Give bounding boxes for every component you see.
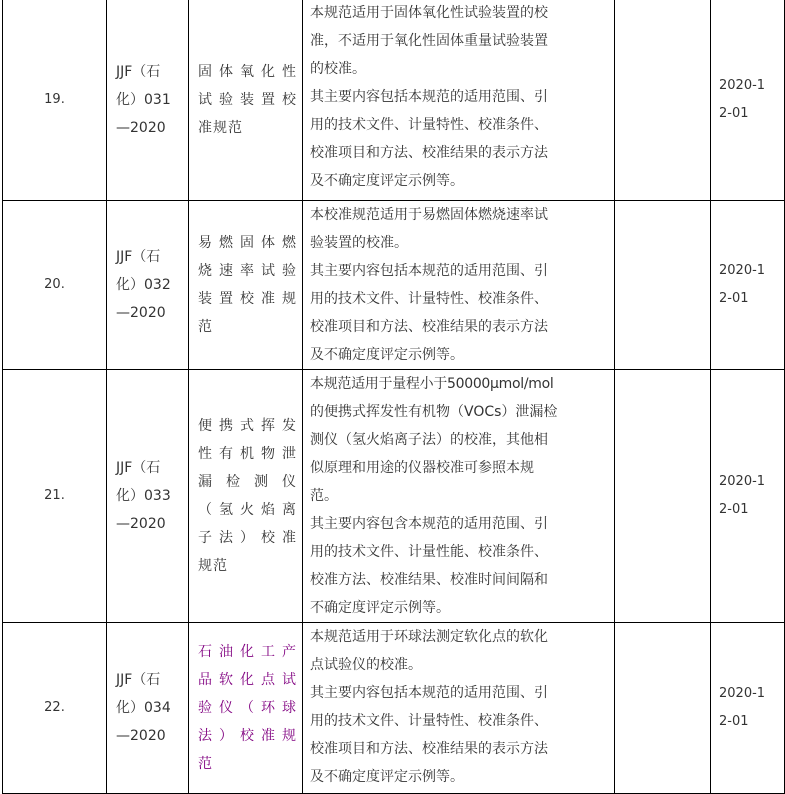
implementation-date: 2020-1 2-01 — [711, 201, 785, 370]
row-number: 21. — [3, 370, 107, 623]
standard-name: 便携式挥发 性有机物泄 漏检测仪 （氢火焰离 子法）校准 规范 — [189, 370, 303, 623]
table-row — [3, 0, 785, 201]
standards-table — [2, 0, 785, 794]
blank-cell — [615, 201, 711, 370]
standard-description: 本规范适用于固体氧化性试验装置的校 准，不适用于氧化性固体重量试验装置 的校准。 其主要内容包括本规范的适用范围、引 用的技术文件、计量特性、校准条件、 校准项目和方法、校准结果的表示方法 及不确定度评定示例等。 — [303, 0, 615, 201]
standard-description: 本校准规范适用于易燃固体燃烧速率试 验装置的校准。 其主要内容包括本规范的适用范围、引 用的技术文件、计量特性、校准条件、 校准项目和方法、校准结果的表示方法 及不确定度评定示例等。 — [303, 201, 615, 370]
standard-description: 本规范适用于环球法测定软化点的软化 点试验仪的校准。 其主要内容包括本规范的适用范围、引 用的技术文件、计量特性、校准条件、 校准项目和方法、校准结果的表示方法 及不确定度评定示例等。 — [303, 623, 615, 794]
standard-name: 易燃固体燃 烧速率试验 装置校准规 范 — [189, 201, 303, 370]
standard-description: 本规范适用于量程小于50000μmol/mol 的便携式挥发性有机物（VOCs）泄漏检 测仪（氢火焰离子法）的校准，其他相 似原理和用途的仪器校准可参照本规 范。 其主要内容包含本规范的适用范围、引 用的技术文件、计量性能、校准条件、 校准方法、校准结果、校准时间间隔和 不确定度评定示例等。 — [303, 370, 615, 623]
blank-cell — [615, 623, 711, 794]
table-row — [3, 623, 785, 794]
row-number: 20. — [3, 201, 107, 370]
implementation-date: 2020-1 2-01 — [711, 623, 785, 794]
blank-cell — [615, 370, 711, 623]
implementation-date: 2020-1 2-01 — [711, 370, 785, 623]
row-number: 22. — [3, 623, 107, 794]
standard-code: JJF（石 化）032 —2020 — [107, 201, 189, 370]
blank-cell — [615, 0, 711, 201]
row-number: 19. — [3, 0, 107, 201]
standard-name: 固体氧化性 试验装置校 准规范 — [189, 0, 303, 201]
standard-code: JJF（石 化）034 —2020 — [107, 623, 189, 794]
standard-code: JJF（石 化）031 —2020 — [107, 0, 189, 201]
standard-code: JJF（石 化）033 —2020 — [107, 370, 189, 623]
standard-name-link[interactable]: 石油化工产 品软化点试 验仪（环球 法）校准规 范 — [189, 623, 303, 794]
table-row — [3, 370, 785, 623]
implementation-date: 2020-1 2-01 — [711, 0, 785, 201]
table-row — [3, 201, 785, 370]
